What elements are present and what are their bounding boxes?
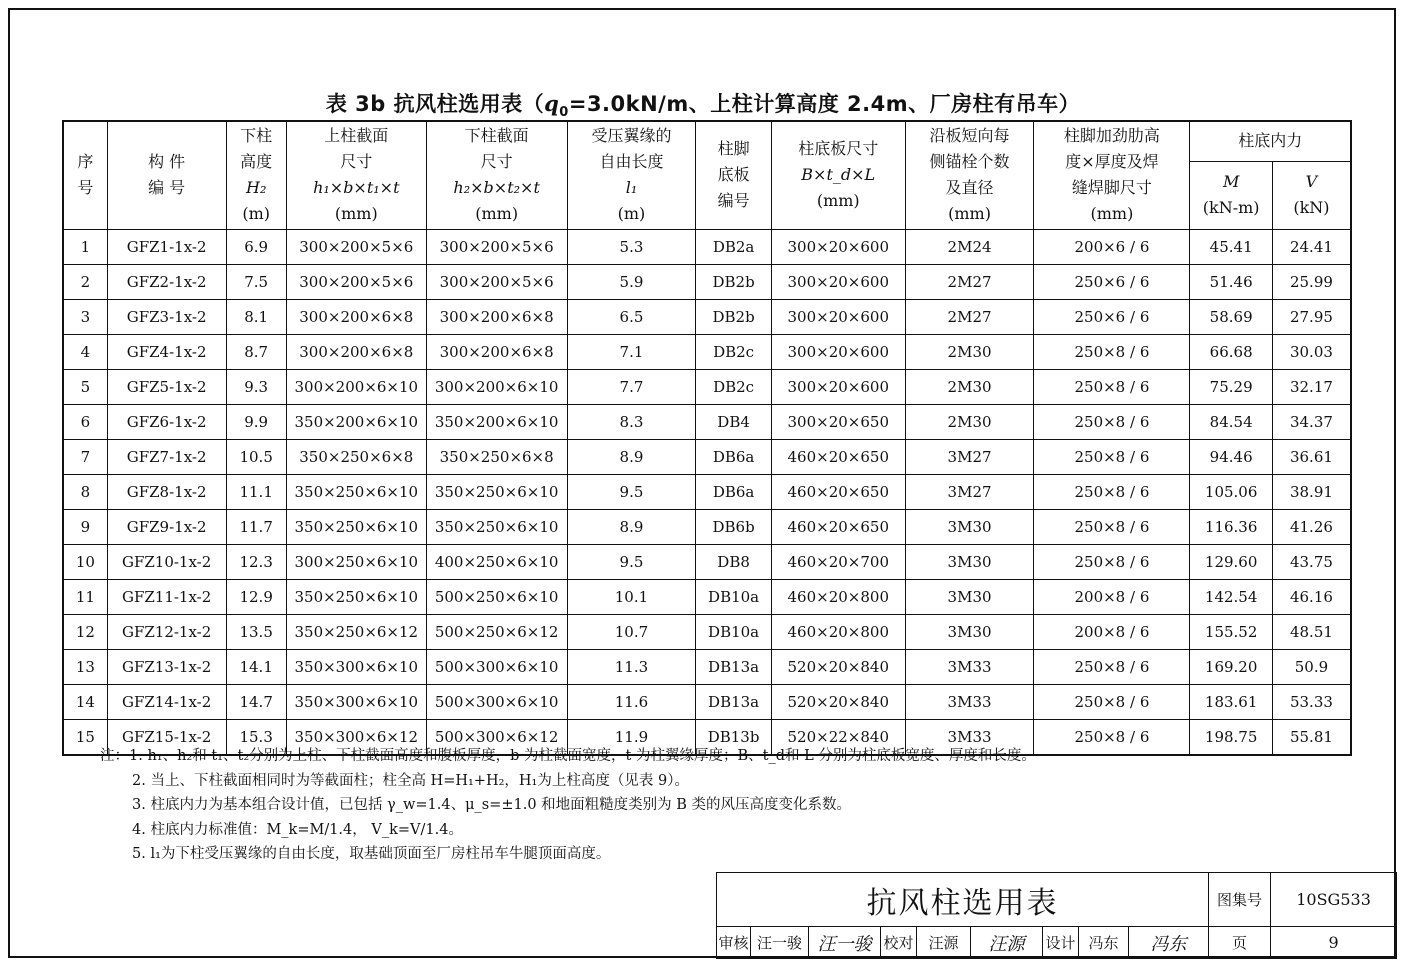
table-cell: 10 — [63, 544, 107, 579]
table-cell: 13.5 — [226, 614, 286, 649]
table-cell: GFZ12-1x-2 — [107, 614, 226, 649]
header-lower-section: 下柱截面 尺寸 h₂×b×t₂×t (mm) — [426, 121, 567, 229]
table-cell: 183.61 — [1190, 684, 1273, 719]
table-cell: 48.51 — [1272, 614, 1351, 649]
table-cell: 6.9 — [226, 229, 286, 264]
header-member: 构 件 编 号 — [107, 121, 226, 229]
table-cell: 350×300×6×10 — [286, 649, 426, 684]
table-cell: GFZ13-1x-2 — [107, 649, 226, 684]
table-cell: 2M30 — [905, 404, 1034, 439]
table-cell: 250×6 / 6 — [1034, 264, 1190, 299]
table-cell: 300×200×6×10 — [426, 369, 567, 404]
table-cell: 9.5 — [567, 544, 696, 579]
table-cell: 350×250×6×10 — [286, 579, 426, 614]
header-upper-section: 上柱截面 尺寸 h₁×b×t₁×t (mm) — [286, 121, 426, 229]
table-cell: 27.95 — [1272, 299, 1351, 334]
table-cell: 460×20×650 — [771, 474, 905, 509]
note-4: 4. 柱底内力标准值：M_k=M/1.4， V_k=V/1.4。 — [132, 821, 463, 838]
table-cell: 300×200×6×10 — [286, 369, 426, 404]
table-cell: 66.68 — [1190, 334, 1273, 369]
design-name: 冯东 — [1079, 927, 1129, 959]
table-row — [63, 229, 1351, 264]
table-cell: 460×20×800 — [771, 614, 905, 649]
table-cell: 250×8 / 6 — [1034, 334, 1190, 369]
table-cell: 15 — [63, 719, 107, 755]
table-cell: 300×200×5×6 — [426, 264, 567, 299]
table-cell: 9.3 — [226, 369, 286, 404]
table-cell: 460×20×700 — [771, 544, 905, 579]
table-row — [63, 509, 1351, 544]
table-cell: 8 — [63, 474, 107, 509]
table-cell: 75.29 — [1190, 369, 1273, 404]
table-cell: 6.5 — [567, 299, 696, 334]
table-cell: DB2c — [696, 369, 771, 404]
table-cell: 129.60 — [1190, 544, 1273, 579]
table-cell: DB2a — [696, 229, 771, 264]
table-cell: 2 — [63, 264, 107, 299]
table-row — [63, 334, 1351, 369]
note-5: 5. l₁为下柱受压翼缘的自由长度，取基础顶面至厂房柱吊车牛腿顶面高度。 — [132, 846, 611, 862]
note-3: 3. 柱底内力为基本组合设计值，已包括 γ_w=1.4、μ_s=±1.0 和地面粗糙度类别为 B 类的风压高度变化系数。 — [132, 797, 852, 813]
header-anchor: 沿板短向每 侧锚栓个数 及直径 (mm) — [905, 121, 1034, 229]
table-cell: 300×200×6×8 — [426, 334, 567, 369]
table-cell: 350×250×6×10 — [286, 509, 426, 544]
table-cell: 41.26 — [1272, 509, 1351, 544]
table-cell: 8.3 — [567, 404, 696, 439]
table-cell: 8.9 — [567, 509, 696, 544]
table-cell: 45.41 — [1190, 229, 1273, 264]
table-cell: 300×200×5×6 — [286, 264, 426, 299]
table-cell: 250×8 / 6 — [1034, 369, 1190, 404]
table-cell: 3M30 — [905, 614, 1034, 649]
header-V: V (kN) — [1272, 161, 1351, 229]
table-cell: 350×200×6×10 — [286, 404, 426, 439]
table-row — [63, 579, 1351, 614]
table-cell: 25.99 — [1272, 264, 1351, 299]
table-cell: 520×20×840 — [771, 684, 905, 719]
table-cell: 3M27 — [905, 439, 1034, 474]
table-cell: 300×20×600 — [771, 229, 905, 264]
table-cell: 7.1 — [567, 334, 696, 369]
review-name: 汪一骏 — [751, 927, 809, 959]
table-cell: 105.06 — [1190, 474, 1273, 509]
note-1: 注：1. h₁、h₂和 t₁、t₂分别为上柱、下柱截面高度和腹板厚度，b 为柱截面宽度，t 为柱翼缘厚度；B、t_d和 L 分别为柱底板宽度、厚度和长度。 — [100, 748, 1036, 764]
table-cell: 500×250×6×10 — [426, 579, 567, 614]
header-force-group: 柱底内力 — [1190, 121, 1351, 161]
table-cell: 250×6 / 6 — [1034, 299, 1190, 334]
table-cell: GFZ9-1x-2 — [107, 509, 226, 544]
table-cell: 9 — [63, 509, 107, 544]
table-cell: 24.41 — [1272, 229, 1351, 264]
table-cell: 1 — [63, 229, 107, 264]
table-cell: GFZ10-1x-2 — [107, 544, 226, 579]
table-cell: 13 — [63, 649, 107, 684]
table-cell: 5.3 — [567, 229, 696, 264]
page-number: 9 — [1271, 927, 1397, 959]
table-cell: 300×200×5×6 — [426, 229, 567, 264]
table-cell: GFZ5-1x-2 — [107, 369, 226, 404]
table-cell: 5.9 — [567, 264, 696, 299]
table-cell: 46.16 — [1272, 579, 1351, 614]
table-cell: 12 — [63, 614, 107, 649]
table-cell: 3M30 — [905, 544, 1034, 579]
table-cell: 50.9 — [1272, 649, 1351, 684]
table-row — [63, 404, 1351, 439]
table-cell: DB2b — [696, 264, 771, 299]
selection-table — [62, 120, 1352, 756]
atlas-number: 10SG533 — [1271, 873, 1397, 927]
table-cell: 11.3 — [567, 649, 696, 684]
table-cell: 520×20×840 — [771, 649, 905, 684]
table-cell: GFZ15-1x-2 — [107, 719, 226, 755]
table-cell: 350×250×6×8 — [426, 439, 567, 474]
table-cell: 520×22×840 — [771, 719, 905, 755]
table-row — [63, 474, 1351, 509]
table-cell: 500×300×6×10 — [426, 684, 567, 719]
table-cell: 350×300×6×12 — [286, 719, 426, 755]
table-cell: 7.7 — [567, 369, 696, 404]
table-row — [63, 544, 1351, 579]
table-cell: 3M33 — [905, 649, 1034, 684]
table-cell: 300×200×6×8 — [426, 299, 567, 334]
table-cell: 14.7 — [226, 684, 286, 719]
table-cell: 200×8 / 6 — [1034, 579, 1190, 614]
table-cell: 11.7 — [226, 509, 286, 544]
table-cell: 250×8 / 6 — [1034, 684, 1190, 719]
table-cell: 350×250×6×10 — [426, 509, 567, 544]
table-cell: 94.46 — [1190, 439, 1273, 474]
table-cell: 350×250×6×10 — [286, 474, 426, 509]
table-cell: 116.36 — [1190, 509, 1273, 544]
check-label: 校对 — [881, 927, 917, 959]
table-cell: 169.20 — [1190, 649, 1273, 684]
table-cell: 2M30 — [905, 369, 1034, 404]
table-cell: 500×250×6×12 — [426, 614, 567, 649]
table-cell: DB13a — [696, 684, 771, 719]
header-M: M (kN-m) — [1190, 161, 1273, 229]
table-cell: 350×250×6×8 — [286, 439, 426, 474]
table-cell: GFZ3-1x-2 — [107, 299, 226, 334]
table-cell: 10.1 — [567, 579, 696, 614]
table-cell: 55.81 — [1272, 719, 1351, 755]
header-no: 序 号 — [63, 121, 107, 229]
drawing-title: 抗风柱选用表 — [717, 873, 1209, 927]
table-title: 表 3b 抗风柱选用表（$q_0=3.0kN/m$、上柱计算高度 2.4m、厂房柱有吊车） — [325, 91, 1081, 121]
table-cell: 200×6 / 6 — [1034, 229, 1190, 264]
design-label: 设计 — [1043, 927, 1079, 959]
table-cell: 350×250×6×10 — [426, 474, 567, 509]
table-cell: GFZ7-1x-2 — [107, 439, 226, 474]
header-base-plate-no: 柱脚 底板 编号 — [696, 121, 771, 229]
table-cell: 300×20×600 — [771, 299, 905, 334]
table-cell: 5 — [63, 369, 107, 404]
table-cell: 400×250×6×10 — [426, 544, 567, 579]
header-lower-height: 下柱 高度 H₂ (m) — [226, 121, 286, 229]
header-stiffener: 柱脚加劲肋高 度×厚度及焊 缝焊脚尺寸 (mm) — [1034, 121, 1190, 229]
table-cell: 460×20×650 — [771, 439, 905, 474]
table-cell: 11.6 — [567, 684, 696, 719]
table-cell: 300×20×600 — [771, 334, 905, 369]
table-row — [63, 439, 1351, 474]
table-cell: 460×20×650 — [771, 509, 905, 544]
table-cell: DB8 — [696, 544, 771, 579]
table-cell: 8.1 — [226, 299, 286, 334]
table-cell: 142.54 — [1190, 579, 1273, 614]
table-cell: 6 — [63, 404, 107, 439]
table-cell: 11.9 — [567, 719, 696, 755]
table-cell: DB10a — [696, 614, 771, 649]
table-cell: 300×250×6×10 — [286, 544, 426, 579]
table-cell: 32.17 — [1272, 369, 1351, 404]
table-cell: 7.5 — [226, 264, 286, 299]
table-cell: 30.03 — [1272, 334, 1351, 369]
table-cell: 250×8 / 6 — [1034, 509, 1190, 544]
table-cell: DB2b — [696, 299, 771, 334]
header-free-length: 受压翼缘的 自由长度 l₁ (m) — [567, 121, 696, 229]
table-cell: 58.69 — [1190, 299, 1273, 334]
table-cell: 2M24 — [905, 229, 1034, 264]
table-cell: 3M33 — [905, 684, 1034, 719]
header-base-plate-size: 柱底板尺寸 B×t_d×L (mm) — [771, 121, 905, 229]
table-cell: 53.33 — [1272, 684, 1351, 719]
table-cell: DB2c — [696, 334, 771, 369]
design-signature: 冯东 — [1129, 927, 1209, 959]
table-cell: 7 — [63, 439, 107, 474]
table-cell: 300×20×650 — [771, 404, 905, 439]
table-cell: DB13b — [696, 719, 771, 755]
table-cell: 10.5 — [226, 439, 286, 474]
table-cell: 500×300×6×10 — [426, 649, 567, 684]
review-signature: 汪一骏 — [809, 927, 881, 959]
table-cell: 2M27 — [905, 264, 1034, 299]
table-cell: 3M30 — [905, 509, 1034, 544]
table-cell: 250×8 / 6 — [1034, 649, 1190, 684]
table-cell: GFZ6-1x-2 — [107, 404, 226, 439]
table-cell: 8.7 — [226, 334, 286, 369]
table-cell: 250×8 / 6 — [1034, 439, 1190, 474]
check-name: 汪源 — [917, 927, 971, 959]
table-cell: 9.9 — [226, 404, 286, 439]
table-row — [63, 684, 1351, 719]
table-cell: 51.46 — [1190, 264, 1273, 299]
table-cell: 43.75 — [1272, 544, 1351, 579]
table-cell: DB6a — [696, 474, 771, 509]
table-cell: 300×200×5×6 — [286, 229, 426, 264]
table-cell: 8.9 — [567, 439, 696, 474]
table-cell: 3M30 — [905, 579, 1034, 614]
table-cell: 3M33 — [905, 719, 1034, 755]
table-cell: 350×250×6×12 — [286, 614, 426, 649]
table-cell: 300×20×600 — [771, 264, 905, 299]
table-cell: 250×8 / 6 — [1034, 404, 1190, 439]
table-cell: GFZ1-1x-2 — [107, 229, 226, 264]
table-cell: 3M27 — [905, 474, 1034, 509]
table-cell: 34.37 — [1272, 404, 1351, 439]
table-cell: 300×200×6×8 — [286, 299, 426, 334]
table-cell: 155.52 — [1190, 614, 1273, 649]
table-cell: 3 — [63, 299, 107, 334]
review-label: 审核 — [717, 927, 751, 959]
table-row — [63, 614, 1351, 649]
table-cell: 250×8 / 6 — [1034, 474, 1190, 509]
table-cell: 15.3 — [226, 719, 286, 755]
atlas-label: 图集号 — [1209, 873, 1271, 927]
table-cell: 38.91 — [1272, 474, 1351, 509]
table-cell: 2M30 — [905, 334, 1034, 369]
table-cell: 4 — [63, 334, 107, 369]
table-cell: GFZ14-1x-2 — [107, 684, 226, 719]
table-row — [63, 369, 1351, 404]
table-cell: 2M27 — [905, 299, 1034, 334]
table-cell: 200×8 / 6 — [1034, 614, 1190, 649]
table-cell: 198.75 — [1190, 719, 1273, 755]
check-signature: 汪源 — [971, 927, 1043, 959]
table-cell: 11 — [63, 579, 107, 614]
table-cell: DB6b — [696, 509, 771, 544]
table-cell: 500×300×6×12 — [426, 719, 567, 755]
table-cell: 12.9 — [226, 579, 286, 614]
table-cell: 11.1 — [226, 474, 286, 509]
table-cell: 250×8 / 6 — [1034, 544, 1190, 579]
notes — [100, 744, 1036, 867]
table-cell: GFZ4-1x-2 — [107, 334, 226, 369]
table-row — [63, 649, 1351, 684]
table-cell: GFZ2-1x-2 — [107, 264, 226, 299]
table-cell: 36.61 — [1272, 439, 1351, 474]
table-cell: DB4 — [696, 404, 771, 439]
table-cell: 10.7 — [567, 614, 696, 649]
table-cell: 250×8 / 6 — [1034, 719, 1190, 755]
table-cell: 14 — [63, 684, 107, 719]
table-row — [63, 264, 1351, 299]
title-block — [716, 872, 1397, 959]
table-cell: DB6a — [696, 439, 771, 474]
table-cell: 350×300×6×10 — [286, 684, 426, 719]
table-cell: 14.1 — [226, 649, 286, 684]
table-cell: 84.54 — [1190, 404, 1273, 439]
table-cell: 350×200×6×10 — [426, 404, 567, 439]
table-cell: GFZ11-1x-2 — [107, 579, 226, 614]
note-2: 2. 当上、下柱截面相同时为等截面柱；柱全高 H=H₁+H₂，H₁为上柱高度（见表 9）。 — [132, 772, 689, 789]
table-cell: 9.5 — [567, 474, 696, 509]
table-cell: DB10a — [696, 579, 771, 614]
table-cell: 300×200×6×8 — [286, 334, 426, 369]
table-cell: DB13a — [696, 649, 771, 684]
table-row — [63, 299, 1351, 334]
table-cell: 300×20×600 — [771, 369, 905, 404]
table-cell: 460×20×800 — [771, 579, 905, 614]
table-cell: 12.3 — [226, 544, 286, 579]
table-cell: GFZ8-1x-2 — [107, 474, 226, 509]
page-label: 页 — [1209, 927, 1271, 959]
